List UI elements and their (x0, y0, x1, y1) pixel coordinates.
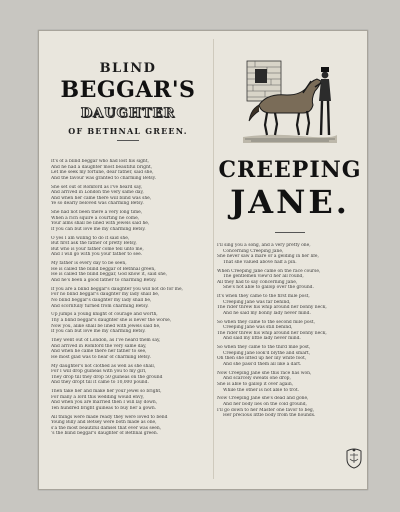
stanza (51, 338, 207, 360)
stanza (51, 287, 207, 309)
verse-line: She had not been there a very long time, (51, 210, 143, 216)
verse-line: She set out of Romford as I've heard say, (51, 184, 143, 190)
verse-line: Ten hundred bright guineas to buy her a gown. (51, 405, 157, 411)
stanza (217, 345, 363, 367)
verse-line: He is called the blind beggar, God know it, said she, (51, 272, 168, 278)
column-divider (213, 39, 214, 479)
verse-line: And scarcely sweats one drop, (223, 376, 291, 382)
stanza (51, 261, 207, 283)
verse-line: Creeping Jane look'd blythe and smart, (223, 350, 311, 356)
song-title-line-2: JANE. (230, 183, 350, 221)
verse-line: My father is every day to be seen, (51, 261, 127, 267)
verse-line: When a rich squire a courting he come, (51, 215, 140, 221)
ballad-title-line-4: OF BETHNAL GREEN. (68, 126, 188, 136)
library-stamp-seal (345, 447, 363, 469)
song-verses (217, 243, 363, 422)
verse-line: Her precious little body from the hounds. (223, 413, 316, 419)
verse-line: Creeping Jane was still behind, (223, 325, 293, 331)
stanza (217, 294, 363, 316)
verse-line: And I will go with you your father to see. (51, 252, 143, 258)
verse-line: My daughter's not clothed as well as she shall, (51, 363, 156, 369)
verse-line: No blind beggar's daughter my lady shall be, (51, 298, 152, 303)
verse-line: The rider threw his whip around her bonny neck, (217, 305, 327, 311)
verse-line: And they dropt till it came to 10,000 pound. (51, 380, 149, 386)
verse-line: That she valued above half a pin. (223, 259, 297, 265)
verse-line: And he had a daughter most beautiful bright, (51, 164, 153, 170)
verse-line: And arrived in Romford the very same day, (51, 343, 147, 349)
verse-line: And the favour was granted to charming Betsy. (51, 175, 156, 181)
stanza (51, 389, 207, 411)
verse-line: So when they came to the third mile post, (217, 345, 311, 351)
verse-line: And when you are married then I will lay down, (51, 400, 158, 406)
stanza (217, 396, 363, 418)
verse-line: Then take her and make her your jewel so bright, (51, 389, 162, 395)
verse-line: I'll go down to her Master one favor to beg, (217, 407, 315, 413)
verse-line: I'll sing you a song, and a very pretty one, (217, 243, 311, 248)
verse-line: But first ask the father of pretty Betsy, (51, 241, 137, 247)
stanza (51, 159, 207, 181)
verse-line: And arrived in London the very same day, (51, 190, 144, 196)
verse-line: And he said my bonny lady never mind. (223, 310, 311, 316)
verse-line: It's of a blind beggar who had lost his sight, (51, 159, 149, 164)
stanza (51, 364, 207, 386)
verse-line: O yes I am willing to do it said she, (51, 235, 130, 241)
verse-line: They drop till they drop 50 guineas on the ground (51, 374, 163, 380)
stanza (217, 320, 363, 342)
verse-line: They went out of London, as I've heard them say, (51, 337, 161, 343)
verse-line: While the other is not able to trot. (223, 387, 300, 393)
stanza (217, 243, 363, 265)
verse-line: When Creeping Jane came on the race course, (217, 268, 321, 274)
verse-line: The rider threw his whip around her bonny neck, (217, 330, 327, 336)
verse-line: If you can but love me my charming Betsy. (51, 329, 146, 335)
song-title-line-1: CREEPING (218, 157, 362, 183)
verse-line: Oh then she lifted up her lily white foot, (217, 356, 307, 362)
verse-line: All things were made ready they were loved to bend (51, 414, 168, 420)
verse-line: It's when they came to the first mile post, (217, 294, 310, 300)
verse-line: Thy a blind beggar's daughter she is never the worse, (51, 317, 172, 323)
title-divider (117, 140, 139, 141)
ballad-verses (51, 159, 207, 440)
verse-line: And said my little lady never mind. (223, 336, 301, 342)
verse-line: If you can but love me my charming Betsy. (51, 226, 146, 232)
stanza (51, 210, 207, 232)
verse-line: He most glad was to hear of charming Betsy. (51, 354, 151, 360)
verse-line: Let me seek my fortune, dear father, said she, (51, 170, 154, 176)
verse-line: Your alms shall be lined with jewels said he, (51, 221, 150, 227)
verse-line: For no blind beggar's daughter my lady shall be, (51, 292, 160, 298)
verse-line: And scornfully turned from charming Betsy. (51, 303, 149, 309)
horse-woodcut-illustration (241, 57, 339, 145)
verse-line: And when he came there her father to see, (51, 349, 147, 355)
stanza (51, 415, 207, 437)
stanza (217, 269, 363, 291)
ballad-title-line-1: BLIND (99, 61, 157, 76)
verse-line: And her body lies on the cold ground, (223, 401, 307, 407)
verse-line: Ye so dearly beloved was charming Betsy. (51, 201, 144, 207)
broadside-sheet (38, 30, 368, 490)
verse-line: Now Creeping Jane she's dead and gone, (217, 396, 309, 402)
stanza (217, 371, 363, 393)
verse-line: She's not able to gallop over the ground. (223, 285, 314, 291)
verse-line: But who is your father come tell unto me, (51, 246, 144, 252)
verse-line: Up jumps a young knight of courage and worth, (51, 312, 158, 318)
verse-line: s'a the most beautiful damsel that ever was seen, (51, 425, 162, 431)
stanza (51, 185, 207, 207)
verse-line: Young Billy and Betsey were both made as one, (51, 420, 157, 426)
verse-line: For many a lord this wedding would envy, (51, 394, 144, 400)
verse-line: And when her came there will blind was she, (51, 195, 152, 201)
verse-line: So when they came to the second mile post, (217, 319, 315, 325)
verse-line: 's the blind beggar's daughter of Bethnal green. (51, 431, 159, 437)
verse-line: The gentlemen view'd her all round, (223, 274, 304, 280)
verse-line: Now you, alike shall be lined with jewels said he, (51, 323, 161, 329)
ballad-title-line-3: DAUGHTER (80, 106, 176, 121)
stanza (51, 312, 207, 334)
verse-line: She is able to gallop it over again, (217, 382, 294, 387)
verse-line: If you are a blind beggar's daughter you will not do for me, (51, 286, 183, 292)
ballad-title-line-2: BEGGAR'S (60, 77, 196, 103)
verse-line: She never saw a mare or a gelding in her life, (217, 254, 319, 260)
verse-line: Creeping Jane was far behind, (223, 299, 291, 305)
verse-line: Concerning Creeping Jane, (223, 248, 284, 254)
stanza (51, 236, 207, 258)
verse-line: And she pass'd them all like a dart. (223, 362, 302, 368)
verse-line: For I will drop guineas with you to my girl, (51, 369, 147, 375)
verse-line: And he's been a good father to charming Betsy. (51, 278, 157, 284)
verse-line: Now Creeping Jane she this race has won, (217, 370, 312, 376)
title-divider-2 (275, 232, 305, 233)
verse-line: He is called the blind beggar of Bethnal green, (51, 266, 156, 272)
verse-line: All they had to say concerning Jane, (217, 279, 298, 285)
